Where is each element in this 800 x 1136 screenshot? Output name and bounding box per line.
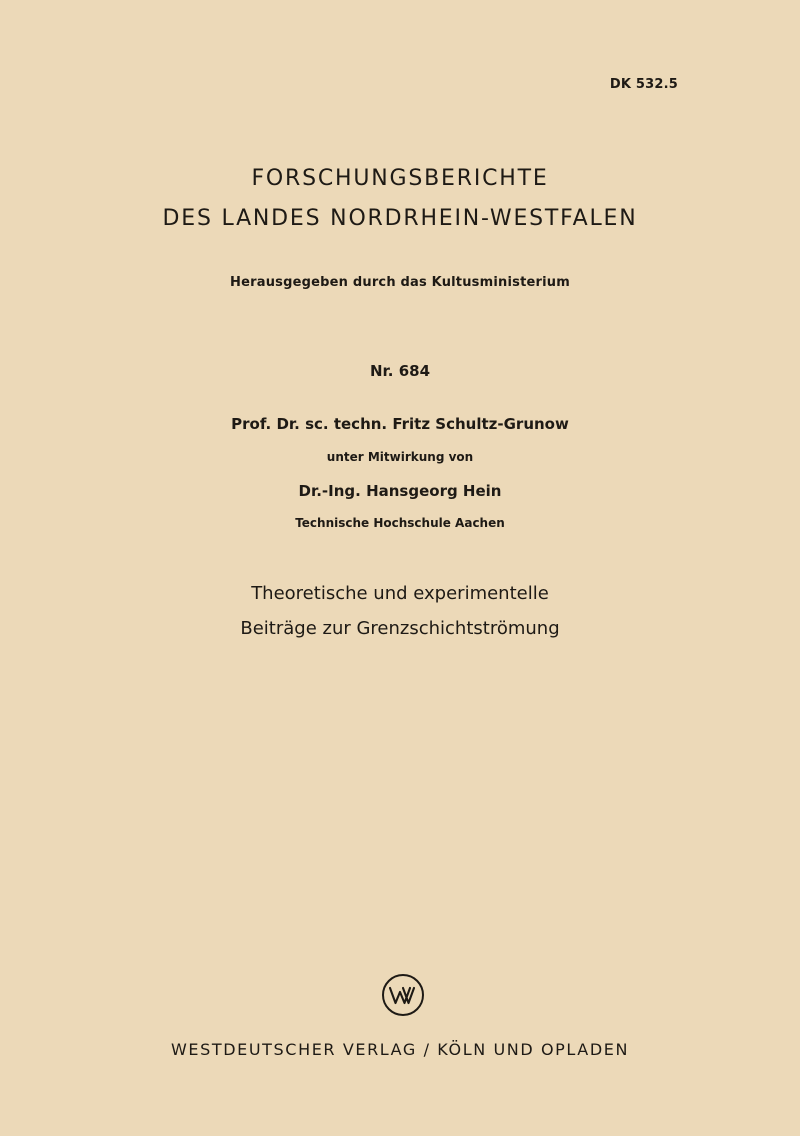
editor-note: Herausgegeben durch das Kultusministerium <box>230 275 570 290</box>
work-title-line-1: Theoretische und experimentelle <box>251 583 549 604</box>
author: Prof. Dr. sc. techn. Fritz Schultz-Grunow <box>231 415 569 433</box>
coauthor: Dr.-Ing. Hansgeorg Hein <box>298 482 502 500</box>
publisher-imprint: WESTDEUTSCHER VERLAG / KÖLN UND OPLADEN <box>170 1040 630 1059</box>
work-title-line-2: Beiträge zur Grenzschichtströmung <box>240 618 560 639</box>
series-title-line-1: FORSCHUNGSBERICHTE <box>251 166 549 191</box>
institution: Technische Hochschule Aachen <box>295 516 505 530</box>
series-title-line-2: DES LANDES NORDRHEIN-WESTFALEN <box>162 206 638 231</box>
publisher-logo-icon <box>381 973 425 1017</box>
collaboration-note: unter Mitwirkung von <box>326 450 474 464</box>
volume-number: Nr. 684 <box>369 362 431 380</box>
classification-code: DK 532.5 <box>609 77 678 92</box>
